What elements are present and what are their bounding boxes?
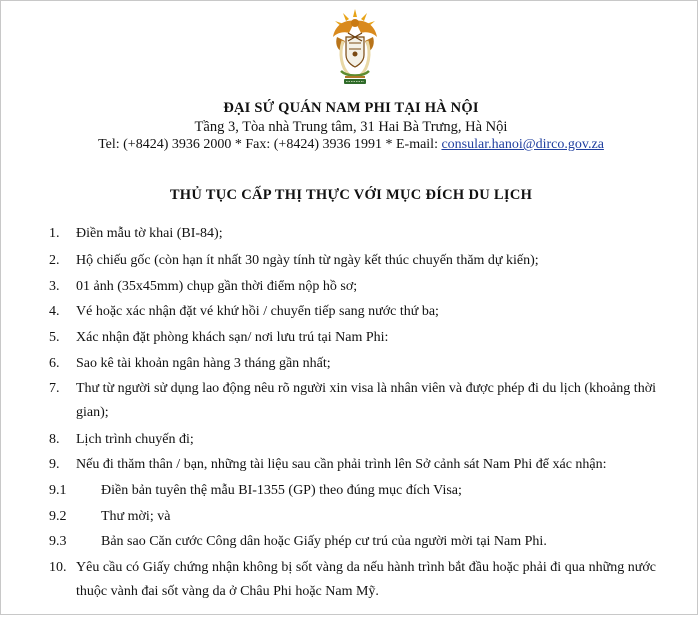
item-number: 1. xyxy=(49,226,60,241)
item-number: 9.1 xyxy=(49,483,67,498)
item-number: 7. xyxy=(49,381,60,396)
item-text: Yêu cầu có Giấy chứng nhận không bị sốt vàng da nếu hành trình bắt đầu hoặc phải đi qua những nước thuộc vành đai sốt vàng da ở Châu Phi hoặc Nam Mỹ. xyxy=(76,560,656,599)
item-number: 9.3 xyxy=(49,534,67,549)
coat-of-arms-icon xyxy=(327,7,383,87)
item-number: 6. xyxy=(49,356,60,371)
embassy-address: Tầng 3, Tòa nhà Trung tâm, 31 Hai Bà Trưng, Hà Nội xyxy=(194,119,508,135)
document-title: THỦ TỤC CẤP THỊ THỰC VỚI MỤC ĐÍCH DU LỊCH xyxy=(169,187,533,203)
item-text: Thư mời; và xyxy=(101,509,171,524)
item-text: Nếu đi thăm thân / bạn, những tài liệu sau cần phải trình lên Sở cảnh sát Nam Phi để xác nhận: xyxy=(76,457,607,472)
item-text: Điền mẫu tờ khai (BI-84); xyxy=(76,226,223,241)
item-number: 9.2 xyxy=(49,509,67,524)
item-number: 10. xyxy=(49,560,67,575)
item-number: 5. xyxy=(49,330,60,345)
item-text: 01 ảnh (35x45mm) chụp gần thời điểm nộp hồ sơ; xyxy=(76,279,358,294)
item-number: 2. xyxy=(49,253,60,268)
item-text: Sao kê tài khoản ngân hàng 3 tháng gần nhất; xyxy=(76,356,331,371)
item-text: Xác nhận đặt phòng khách sạn/ nơi lưu trú tại Nam Phi: xyxy=(76,330,389,345)
embassy-contact xyxy=(1,137,700,153)
item-text: Thư từ người sử dụng lao động nêu rõ người xin visa là nhân viên và được phép đi du lịch (khoảng thời gian); xyxy=(76,381,656,420)
item-text: Bản sao Căn cước Công dân hoặc Giấy phép cư trú của người mời tại Nam Phi. xyxy=(101,534,547,549)
item-text: Vé hoặc xác nhận đặt vé khứ hồi / chuyển tiếp sang nước thứ ba; xyxy=(76,304,439,319)
contact-text: Tel: (+8424) 3936 2000 * Fax: (+8424) 3936 1991 * E-mail: xyxy=(98,137,442,152)
item-number: 3. xyxy=(49,279,60,294)
embassy-name: ĐẠI SỨ QUÁN NAM PHI TẠI HÀ NỘI xyxy=(223,100,479,116)
item-number: 9. xyxy=(49,457,60,472)
item-number: 8. xyxy=(49,432,60,447)
item-text: Điền bản tuyên thệ mẫu BI-1355 (GP) theo đúng mục đích Visa; xyxy=(101,483,462,498)
item-text: Hộ chiếu gốc (còn hạn ít nhất 30 ngày tính từ ngày kết thúc chuyến thăm dự kiến); xyxy=(76,253,539,268)
item-number: 4. xyxy=(49,304,60,319)
item-text: Lịch trình chuyến đi; xyxy=(76,432,194,447)
email-link[interactable]: consular.hanoi@dirco.gov.za xyxy=(441,137,604,152)
